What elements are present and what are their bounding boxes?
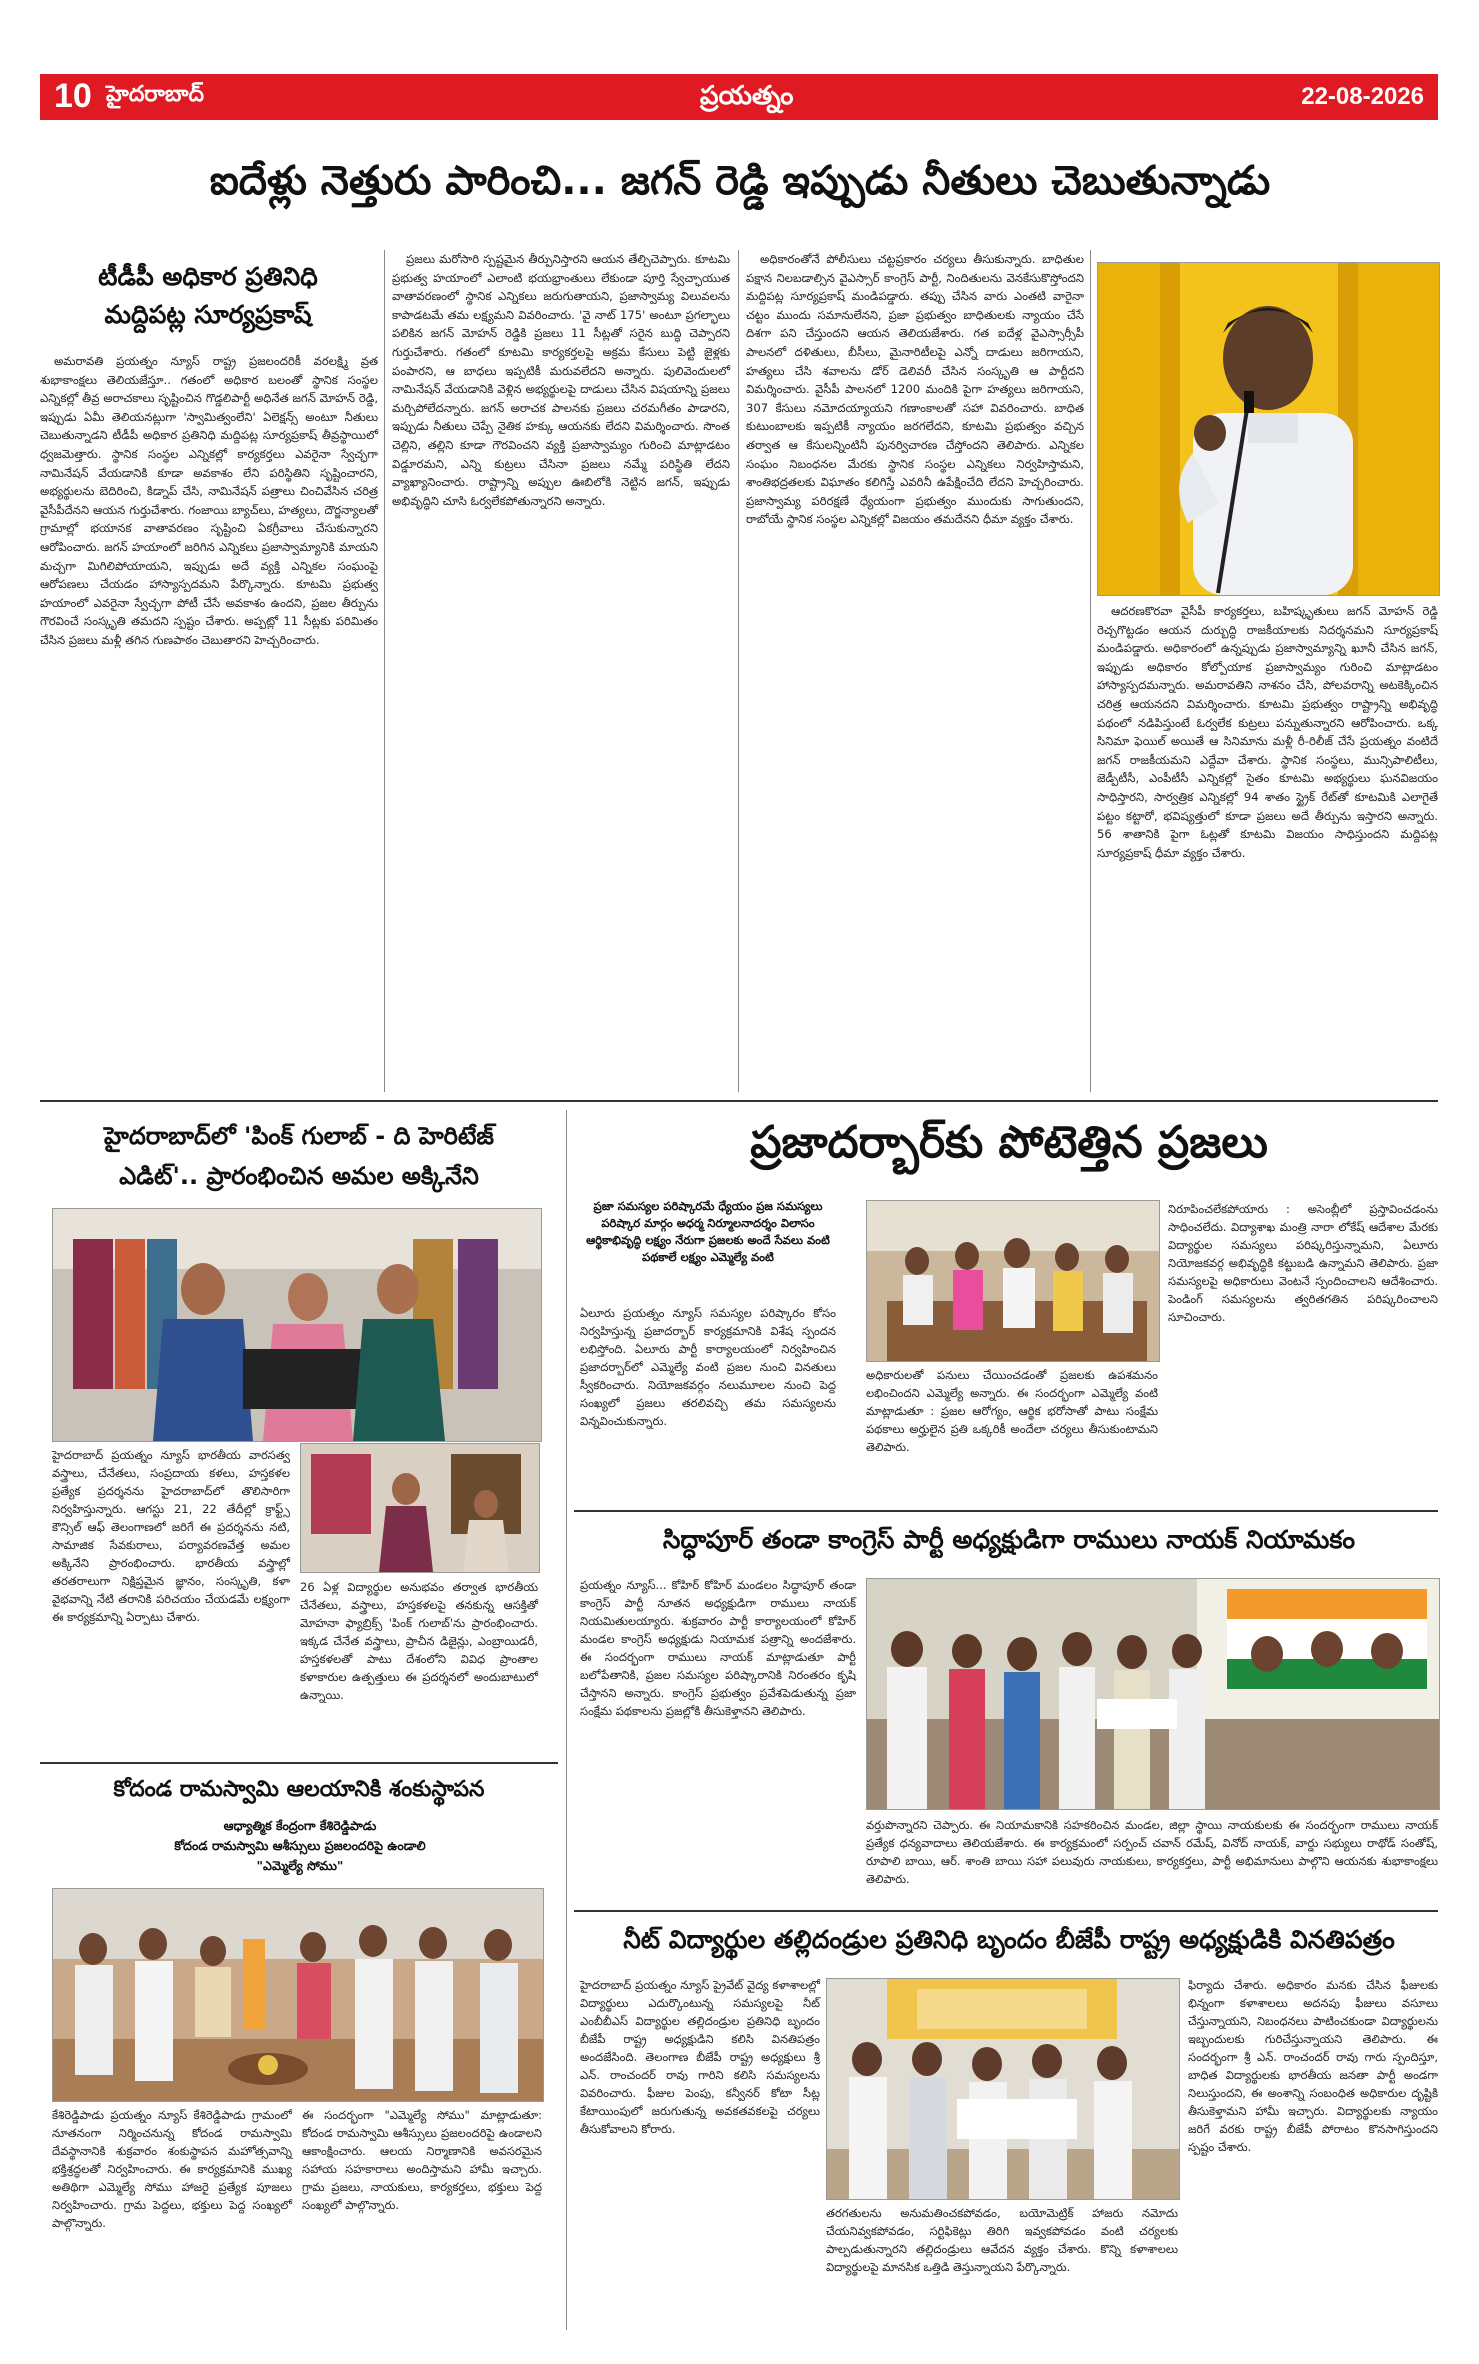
siddhapur-headline: సిద్ధాపూర్ తండా కాంగ్రెస్ పార్టీ అధ్యక్షుడిగా రాములు నాయక్ నియామకం: [662, 1525, 1356, 1554]
praja-darbar-photo-caption: [866, 1366, 1158, 1504]
pink-gulab-body-right: [300, 1578, 538, 1758]
praja-darbar-photo-caption-text: అధికారులతో పనులు చేయించడంతో ప్రజలకు ఉపశమనం లభించిందని ఎమ్మెల్యే అన్నారు. ఈ సందర్భంగా ఎమ్మెల్యే వంటి మాట్లాడుతూ : ప్రజల ఆరోగ్యం, ఆర్థిక భరోసాతో పాటు సంక్షేమ పథకాలు అర్హులైన ప్రతి ఒక్కరికీ అందేలా చర్యలు తీసుకుంటామని తెలిపారు.: [866, 1368, 1158, 1454]
section-rule: [574, 1910, 1438, 1912]
pink-gulab-photo-main: [52, 1208, 542, 1442]
praja-darbar-body-right: [1168, 1200, 1438, 1504]
kodanda-headline: కోదండ రామస్వామి ఆలయానికి శంకుస్థాపన: [113, 1777, 485, 1802]
praja-darbar-headline: ప్రజాదర్బార్‌కు పోటెత్తిన ప్రజలు: [750, 1117, 1268, 1168]
pink-gulab-body-left: [52, 1446, 290, 1758]
edition-city: హైదరాబాద్: [106, 82, 204, 107]
pink-gulab-headline: [40, 1116, 558, 1196]
neet-body-left-text: హైదరాబాద్ ప్రయత్నం న్యూస్ ప్రైవేట్ వైద్య కళాశాలల్లో విద్యార్థులు ఎదుర్కొంటున్న సమస్యలపై నీట్ ఎంబీబీఎస్ విద్యార్థుల తల్లిదండ్రుల ప్రతినిధి బృందం బీజేపీ రాష్ట్ర అధ్యక్షుడిని కలిసి వినతిపత్రం అందజేసింది. తెలంగాణ బీజేపీ రాష్ట్ర అధ్యక్షులు శ్రీ ఎన్. రాంచందర్ రావు గారిని కలిసి సమస్యలను వివరించారు. ఫీజుల పెంపు, కన్వీనర్ కోటా సీట్ల కేటాయింపులో జరుగుతున్న అవకతవకలపై చర్యలు తీసుకోవాలని కోరారు.: [580, 1978, 820, 2136]
column-divider: [566, 1110, 567, 2330]
neet-body-left: [580, 1976, 820, 2316]
siddhapur-photo: [866, 1578, 1440, 1810]
neet-body-right: [1188, 1976, 1438, 2316]
kodanda-ceremony-photo: [52, 1888, 544, 2102]
neet-memorandum-photo: [826, 1978, 1180, 2200]
pink-gulab-headline-line-2: ఎడిట్'.. ప్రారంభించిన అమల అక్కినేని: [119, 1162, 479, 1190]
edition-date: 22-08-2026: [1301, 83, 1424, 110]
kodanda-body-left-text: కేశిరెడ్డిపాడు ప్రయత్నం న్యూస్ కేశిరెడ్డిపాడు గ్రామంలో నూతనంగా నిర్మించనున్న కోదండ రామస్వామి దేవస్థానానికి శుక్రవారం శంకుస్థాపన మహోత్సవాన్ని భక్తిశ్రద్ధలతో నిర్వహించారు. ఈ కార్యక్రమానికి ముఖ్య అతిథిగా ఎమ్మెల్యే సోము హాజరై ప్రత్యేక పూజలు నిర్వహించారు. గ్రామ పెద్దలు, భక్తులు పెద్ద సంఖ్యలో పాల్గొన్నారు.: [52, 2108, 292, 2230]
praja-darbar-body-left-text: ఏలూరు ప్రయత్నం న్యూస్ సమస్యల పరిష్కారం కోసం నిర్వహిస్తున్న ప్రజాదర్బార్ కార్యక్రమానికి విశేష స్పందన లభిస్తోంది. ఏలూరు పార్టీ కార్యాలయంలో నిర్వహించిన ప్రజాదర్బార్‌లో ఎమ్మెల్యే వంటి ప్రజల నుంచి వినతులు స్వీకరించారు. నియోజకవర్గం నలుమూలల నుంచి పెద్ద సంఖ్యలో ప్రజలు తరలివచ్చి తమ సమస్యలను విన్నవించుకున్నారు.: [580, 1306, 836, 1428]
siddhapur-body-bottom: [866, 1816, 1438, 1886]
column-divider: [1090, 250, 1091, 1092]
kicker-line-2: మద్దిపట్ల సూర్యప్రకాష్: [104, 300, 312, 329]
lead-column-4: [1097, 602, 1438, 1092]
neet-headline: నీట్ విద్యార్థుల తల్లిదండ్రుల ప్రతినిధి బృందం బీజేపీ రాష్ట్ర అధ్యక్షుడికి వినతిపత్రం: [623, 1925, 1395, 1954]
lead-headline: ఐదేళ్లు నెత్తురు పారించి... జగన్ రెడ్డి ఇప్పుడు నీతులు చెబుతున్నాడు: [209, 158, 1271, 204]
lead-kicker: [58, 258, 358, 334]
siddhapur-body-bottom-text: వర్తుపొన్నారని చెప్పారు. ఈ నియామకానికి సహకరించిన మండల, జిల్లా స్థాయి నాయకులకు ఈ సందర్భంగా రాములు నాయక్ ప్రత్యేక ధన్యవాదాలు తెలియజేశారు. ఈ కార్యక్రమంలో సర్పంచ్ చవాన్ రమేష్, వినోద్ నాయక్, వార్డు సభ్యులు రాథోడ్ సంతోష్, రూపాలి బాయి, ఆర్. శాంతి బాయి సహా పలువురు నాయకులు, కార్యకర్తలు, పార్టీ అభిమానులు పాల్గొని ఆయనకు శుభాకాంక్షలు తెలిపారు.: [866, 1818, 1438, 1886]
praja-darbar-body-left: [580, 1304, 836, 1504]
lead-column-1: [40, 352, 378, 1092]
section-rule: [574, 1510, 1438, 1512]
kodanda-body-right-text: ఈ సందర్భంగా "ఎమ్మెల్యే సోము" మాట్లాడుతూ: కోదండ రామస్వామి ఆశీస్సులు ప్రజలందరిపై ఉండాలని ఆకాంక్షించారు. ఆలయ నిర్మాణానికి అవసరమైన సహాయ సహకారాలు అందిస్తామని హామీ ఇచ్చారు. గ్రామ ప్రజలు, నాయకులు, కార్యకర్తలు, భక్తులు పెద్ద సంఖ్యలో పాల్గొన్నారు.: [302, 2108, 542, 2212]
column-divider: [738, 250, 739, 1092]
pink-gulab-headline-line-1: హైదరాబాద్‌లో 'పింక్ గులాబ్ - ది హెరిటేజ్: [104, 1122, 494, 1150]
lead-column-3: [746, 250, 1084, 1092]
praja-darbar-body-right-text: నిరూపించలేకపోయారు : అసెంబ్లీలో ప్రస్తావించడంను సాధించలేదు. విద్యాశాఖ మంత్రి నారా లోకేష్ ఆదేశాల మేరకు విద్యార్థుల సమస్యలు పరిష్కరిస్తున్నామని, ఏలూరు నియోజకవర్గ అభివృద్ధికి కట్టుబడి ఉన్నామని తెలిపారు. ప్రజా సమస్యలపై అధికారులు వెంటనే స్పందించాలని ఆదేశించారు. పెండింగ్ సమస్యలను త్వరితగతిన పరిష్కరించాలని సూచించారు.: [1168, 1202, 1438, 1324]
pink-gulab-body-right-text: 26 ఏళ్ల విద్యార్థుల అనుభవం తర్వాత భారతీయ చేనేతలు, వస్త్రాలు, హస్తకళలపై తనకున్న ఆసక్తితో మోహనా ఫ్యాబ్రిక్స్ 'పింక్ గులాబ్'ను ప్రారంభించారు. ఇక్కడ చేనేత వస్త్రాలు, ప్రాచీన డిజైన్లు, ఎంబ్రాయిడరీ, హస్తకళలతో పాటు దేశంలోని వివిధ ప్రాంతాల కళాకారుల ఉత్పత్తులు ఈ ప్రదర్శనలో అందుబాటులో ఉన్నాయి.: [300, 1580, 538, 1702]
kicker-line-1: టీడీపీ అధికార ప్రతినిధి: [98, 262, 318, 291]
kodanda-subhead-2: కోదండ రామస్వామి ఆశీస్సులు ప్రజలందరిపై ఉండాలి: [174, 1838, 426, 1853]
lead-column-3-text: అధికారంతోనే పోలీసులు చట్టప్రకారం చర్యలు తీసుకున్నారు. బాధితుల పక్షాన నిలబడాల్సిన వైఎస్సార్ కాంగ్రెస్ పార్టీ, నిందితులను వెనకేసుకొస్తోందని మద్దిపట్ల సూర్యప్రకాష్ మండిపడ్డారు. తప్పు చేసిన వారు ఎంతటి వారైనా చట్టం ముందు సమానులేనని, ప్రజా ప్రభుత్వం బాధితులకు న్యాయం చేసే దిశగా పని చేస్తుందని ఆయన తెలియజేశారు. గత ఐదేళ్ల వైఎస్సార్సీపీ పాలనలో దళితులు, బీసీలు, మైనారిటీలపై ఎన్నో దాడులు జరిగాయని, హత్యలు చేసి శవాలను డోర్ డెలివరీ చేసిన సంస్కృతి ఆ పార్టీదని విమర్శించారు. వైసీపీ పాలనలో 1200 మందికి పైగా హత్యలు జరిగాయని, 307 కేసులు నమోదయ్యాయని గణాంకాలతో సహా వివరించారు. బాధిత కుటుంబాలకు ఇప్పటికీ న్యాయం జరగలేదని, కూటమి ప్రభుత్వం వచ్చిన తర్వాత ఆ కేసులన్నింటినీ పునర్విచారణ చేస్తోందని తెలిపారు. ఎన్నికల సంఘం నిబంధనల మేరకు స్థానిక సంస్థల ఎన్నికలు నిర్వహిస్తామని, శాంతిభద్రతలకు విఘాతం కలిగిస్తే ఎవరినీ ఉపేక్షించేది లేదని హెచ్చరించారు. ప్రజాస్వామ్య పరిరక్షణే ధ్యేయంగా ప్రభుత్వం ముందుకు సాగుతుందని, రాబోయే స్థానిక సంస్థల ఎన్నికల్లో విజయం తమదేనని ధీమా వ్యక్తం చేశారు.: [746, 252, 1084, 527]
column-divider: [384, 250, 385, 1092]
praja-darbar-photo: [866, 1200, 1160, 1362]
kodanda-subhead-3: "ఎమ్మెల్యే సోము": [256, 1858, 344, 1873]
section-rule: [40, 1100, 1438, 1102]
masthead-bar: [40, 74, 1438, 120]
newspaper-name: ప్రయత్నం: [700, 81, 794, 111]
pink-gulab-body-left-text: హైదరాబాద్ ప్రయత్నం న్యూస్ భారతీయ వారసత్వ వస్త్రాలు, చేనేతలు, సంప్రదాయ కళలు, హస్తకళల ప్రత్యేక ప్రదర్శనను హైదరాబాద్‌లో తొలిసారిగా నిర్వహిస్తున్నారు. ఆగస్టు 21, 22 తేదీల్లో క్రాఫ్ట్స్ కౌన్సిల్ ఆఫ్ తెలంగాణలో జరిగే ఈ ప్రదర్శనను నటి, సామాజిక సేవకురాలు, పర్యావరణవేత్త అమల అక్కినేని ప్రారంభించారు. భారతీయ వస్త్రాల్లో తరతరాలుగా నిక్షిప్తమైన జ్ఞానం, సంస్కృతి, కళా వైభవాన్ని నేటి తరానికి పరిచయం చేయడమే లక్ష్యంగా ఈ కార్యక్రమాన్ని ఏర్పాటు చేశారు.: [52, 1448, 290, 1624]
lead-column-4-text: ఆదరణకొరవా వైసీపీ కార్యకర్తలు, బహిష్కృతులు జగన్ మోహన్ రెడ్డి రెచ్చగొట్టడం ఆయన దుర్బుద్ధి రాజకీయాలకు నిదర్శనమని సూర్యప్రకాష్ మండిపడ్డారు. అధికారంలో ఉన్నప్పుడు ప్రజాస్వామ్యాన్ని ఖూనీ చేసిన జగన్, ఇప్పుడు అధికారం కోల్పోయాక ప్రజాస్వామ్యం గురించి మాట్లాడటం హాస్యాస్పదమన్నారు. అమరావతిని నాశనం చేసి, పోలవరాన్ని అటకెక్కించిన చరిత్ర ఆయనదని విమర్శించారు. కూటమి ప్రభుత్వం రాష్ట్రాన్ని అభివృద్ధి పథంలో నడిపిస్తుంటే ఓర్వలేక కుట్రలు పన్నుతున్నారని ఆరోపించారు. ఒక్క సినిమా ఫెయిల్ అయితే ఆ సినిమాను మళ్లీ రీ-రిలీజ్ చేసే ప్రయత్నం వంటిదే జగన్ రాజకీయమని ఎద్దేవా చేశారు. స్థానిక సంస్థలు, మున్సిపాలిటీలు, జెడ్పీటీసీ, ఎంపీటీసీ ఎన్నికల్లో సైతం కూటమి అభ్యర్థులు ఘనవిజయం సాధిస్తారని, సార్వత్రిక ఎన్నికల్లో 94 శాతం స్ట్రైక్ రేట్‌తో కూటమికి ఎలాగైతే పట్టం కట్టారో, భవిష్యత్తులో కూడా ప్రజలు అదే తీర్పును ఇస్తారని అన్నారు. 56 శాతానికి పైగా ఓట్లతో కూటమి విజయం సాధిస్తుందని మద్దిపట్ల సూర్యప్రకాష్ ధీమా వ్యక్తం చేశారు.: [1097, 604, 1438, 860]
kodanda-subhead: [120, 1816, 480, 1876]
neet-body-right-text: ఫిర్యాదు చేశారు. అధికారం మనకు చేసిన ఫీజులకు భిన్నంగా కళాశాలలు అదనపు ఫీజులు వసూలు చేస్తున్నాయని, నిబంధనలు పాటించకుండా విద్యార్థులను ఇబ్బందులకు గురిచేస్తున్నాయని తెలిపారు. ఈ సందర్భంగా శ్రీ ఎన్. రాంచందర్ రావు గారు స్పందిస్తూ, బాధిత విద్యార్థులకు భారతీయ జనతా పార్టీ అండగా నిలుస్తుందని, ఈ అంశాన్ని సంబంధిత అధికారుల దృష్టికి తీసుకెళ్తామని హామీ ఇచ్చారు. విద్యార్థులకు న్యాయం జరిగే వరకు రాష్ట్ర బీజేపీ పోరాటం కొనసాగిస్తుందని స్పష్టం చేశారు.: [1188, 1978, 1438, 2154]
lead-column-2: [392, 250, 730, 1092]
neet-body-mid-text: తరగతులను అనుమతించకపోవడం, బయోమెట్రిక్ హాజరు నమోదు చేయనివ్వకపోవడం, సర్టిఫికెట్లు తిరిగి ఇవ్వకపోవడం వంటి చర్యలకు పాల్పడుతున్నారని తల్లిదండ్రులు ఆవేదన వ్యక్తం చేశారు. కొన్ని కళాశాలలు విద్యార్థులపై మానసిక ఒత్తిడి తెస్తున్నాయని పేర్కొన్నారు.: [826, 2206, 1178, 2274]
neet-body-mid: [826, 2204, 1178, 2316]
section-rule: [40, 1762, 558, 1764]
page-number: 10: [54, 77, 92, 115]
siddhapur-body-left: [580, 1576, 856, 1850]
lead-column-2-text: ప్రజలు మరోసారి స్పష్టమైన తీర్పునిస్తారని ఆయన తేల్చిచెప్పారు. కూటమి ప్రభుత్వ హయాంలో ఎలాంటి భయభ్రాంతులు లేకుండా పూర్తి స్వేచ్ఛాయుత వాతావరణంలో స్థానిక ఎన్నికలు జరుగుతాయని, ప్రజాస్వామ్య విలువలను కాపాడటమే తమ లక్ష్యమని వివరించారు. 'వై నాట్ 175' అంటూ ప్రగల్భాలు పలికిన జగన్ మోహన్ రెడ్డికి ప్రజలు 11 సీట్లతో సరైన బుద్ధి చెప్పారని గుర్తుచేశారు. గతంలో కూటమి కార్యకర్తలపై అక్రమ కేసులు పెట్టి జైళ్లకు పంపారని, ఆ బాధలు ఇప్పటికీ మరువలేదని అన్నారు. పులివెందులలో నామినేషన్ వేయడానికి వెళ్లిన అభ్యర్థులపై దాడులు చేసిన విషయాన్ని ప్రజలు మర్చిపోలేదన్నారు. జగన్ అరాచక పాలనకు ప్రజలు చరమగీతం పాడారని, ఇప్పుడు నీతులు చెప్పే నైతిక హక్కు ఆయనకు లేదని విమర్శించారు. సొంత చెల్లిని, తల్లిని కూడా గౌరవించని వ్యక్తి ప్రజాస్వామ్యం గురించి మాట్లాడటం విడ్డూరమని, ఎన్ని కుట్రలు చేసినా ప్రజలు నమ్మే పరిస్థితి లేదని వ్యాఖ్యానించారు. రాష్ట్రాన్ని అప్పుల ఊబిలోకి నెట్టిన జగన్, ఇప్పుడు అభివృద్ధిని చూసి ఓర్వలేకపోతున్నారని అన్నారు.: [392, 252, 730, 508]
lead-column-1-text: అమరావతి ప్రయత్నం న్యూస్ రాష్ట్ర ప్రజలందరికీ వరలక్ష్మి వ్రత శుభాకాంక్షలు తెలియజేస్తూ.. గతంలో అధికార బలంతో స్థానిక సంస్థల ఎన్నికల్లో తీవ్ర అరాచకాలు సృష్టించిన గొడ్డలిపార్టీ అధినేత జగన్ మోహన్ రెడ్డి, ఇప్పుడు ఏమీ తెలియనట్లుగా 'స్వామిత్వంలేని' ఏలెక్షన్స్ అంటూ నీతులు చెబుతున్నాడని టీడీపీ అధికార ప్రతినిధి మద్దిపట్ల సూర్యప్రకాష్ తీవ్రస్థాయిలో ధ్వజమెత్తారు. స్థానిక సంస్థల ఎన్నికల్లో కార్యకర్తలు ఎవరైనా స్వేచ్ఛగా నామినేషన్ వేయడానికి కూడా అవకాశం లేని పరిస్థితిని సృష్టించారని, అభ్యర్థులను బెదిరించి, కిడ్నాప్ చేసి, నామినేషన్ పత్రాలు చించివేసిన చరిత్ర వైసీపీదేనని ఆయన గుర్తుచేశారు. గంజాయి బ్యాచ్‌లు, హత్యలు, దౌర్జన్యాలతో గ్రామాల్లో భయానక వాతావరణం సృష్టించి ఏకగ్రీవాలు చేసుకున్నారని ఆరోపించారు. జగన్ హయాంలో జరిగిన ఎన్నికలు ప్రజాస్వామ్యానికి మాయని మచ్చగా మిగిలిపోయాయని, ఇప్పుడు అదే వ్యక్తి ఎన్నికల సంఘంపై ఆరోపణలు చేయడం హాస్యాస్పదమని పేర్కొన్నారు. కూటమి ప్రభుత్వ హయాంలో ఎవరైనా స్వేచ్ఛగా పోటీ చేసే అవకాశం ఉందని, ప్రజల తీర్పును గౌరవించే సంస్కృతి తమదని స్పష్టం చేశారు. అప్పట్లో 11 సీట్లకు పరిమితం చేసిన ప్రజలు మళ్లీ తగిన గుణపాఠం చెబుతారని హెచ్చరించారు.: [40, 354, 378, 647]
pink-gulab-photo-inset: [300, 1443, 540, 1573]
kodanda-body-left: [52, 2106, 292, 2316]
kodanda-body-right: [302, 2106, 542, 2316]
lead-speaker-photo: [1097, 262, 1440, 596]
kodanda-subhead-1: ఆధ్యాత్మిక కేంద్రంగా కేశిరెడ్డిపాడు: [223, 1818, 377, 1833]
praja-darbar-subhead: ప్రజా సమస్యల పరిష్కారమే ధ్యేయం ప్రజ సమస్యలు పరిష్కార మార్గం అధర్మ నిర్మూలనాదర్శం విలాసం ఆర్థికాభివృద్ధి లక్ష్యం నేరుగా ప్రజలకు అందే సేవలు వంటి పథకాలే లక్ష్యం ఎమ్మెల్యే వంటి: [586, 1199, 830, 1264]
siddhapur-body-left-text: ప్రయత్నం న్యూస్... కోహిర్ కోహిర్ మండలం సిద్ధాపూర్ తండా కాంగ్రెస్ పార్టీ నూతన అధ్యక్షుడిగా రాములు నాయక్ నియమితులయ్యారు. శుక్రవారం పార్టీ కార్యాలయంలో కోహిర్ మండల కాంగ్రెస్ అధ్యక్షుడు నియామక పత్రాన్ని అందజేశారు. ఈ సందర్భంగా రాములు నాయక్ మాట్లాడుతూ పార్టీ బలోపేతానికి, ప్రజల సమస్యల పరిష్కారానికి నిరంతరం కృషి చేస్తానని అన్నారు. కాంగ్రెస్ ప్రభుత్వం ప్రవేశపెడుతున్న ప్రజా సంక్షేమ పథకాలను ప్రజల్లోకి తీసుకెళ్తానని తెలిపారు.: [580, 1578, 856, 1718]
